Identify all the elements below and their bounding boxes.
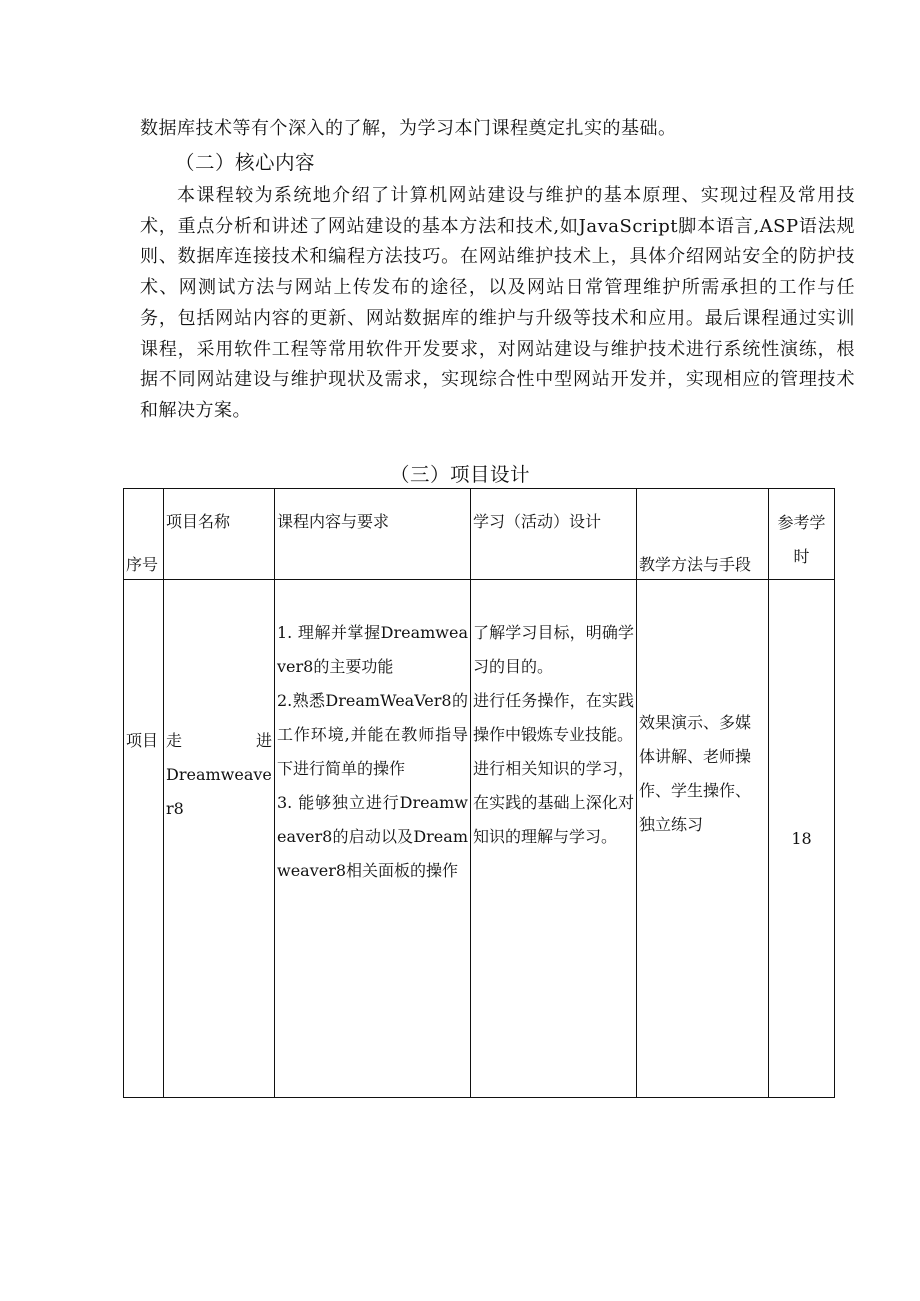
intro-continuation: 数据库技术等有个深入的了解，为学习本门课程奠定扎实的基础。 [140, 118, 677, 139]
core-content-paragraph: 本课程较为系统地介绍了计算机网站建设与维护的基本原理、实现过程及常用技术，重点分析和讲述了网站建设的基本方法和技术,如JavaScript脚本语言,ASP语法规则、数据库连接技术和编程方法技巧。在网站维护技术上，具体介绍网站安全的防护技术、网测试方法与网站上传发布的途径，以及网站日常管理维护所需承担的工作与任务，包括网站内容的更新、网站数据库的维护与升级等技术和应用。最后课程通过实训课程，采用软件工程等常用软件开发要求，对网站建设与维护技术进行系统性演练，根据不同网站建设与维护现状及需求，实现综合性中型网站开发并，实现相应的管理技术和解决方案。 [140, 185, 855, 421]
cell-line: 进行相关知识的学习，在实践的基础上深化对知识的理解与学习。 [473, 759, 634, 846]
section-heading-project-design: （三）项目设计 [389, 463, 530, 486]
project-name-part2: Dreamweaver8 [166, 765, 272, 818]
cell-line: 3. 能够独立进行Dreamweaver8的启动以及Dreamweaver8相关面板的操作 [277, 793, 468, 880]
header-teaching-method: 教学方法与手段 [637, 489, 769, 580]
table-row [124, 580, 835, 1098]
header-activity-design: 学习（活动）设计 [471, 489, 637, 580]
project-name-part1: 走进 [166, 731, 272, 750]
cell-line: 2.熟悉DreamWeaVer8的工作环境,并能在教师指导下进行简单的操作 [277, 691, 468, 778]
cell-line: 了解学习目标，明确学习的目的。 [473, 623, 634, 676]
cell-line: 1. 理解并掌握Dreamweaver8的主要功能 [277, 623, 468, 676]
header-course-content: 课程内容与要求 [275, 489, 471, 580]
course-content-text [277, 616, 468, 888]
cell-reference-hours: 18 [769, 580, 835, 1098]
cell-course-content [275, 580, 471, 1098]
cell-index: 项目 [124, 580, 164, 1098]
section-heading-core-content: （二）核心内容 [175, 151, 316, 174]
header-reference-hours: 参考学时 [769, 489, 835, 580]
header-index: 序号 [124, 489, 164, 580]
cell-teaching-method: 效果演示、多媒体讲解、老师操作、学生操作、独立练习 [637, 580, 769, 1098]
cell-project-name [164, 580, 275, 1098]
header-project-name: 项目名称 [164, 489, 275, 580]
activity-design-text [473, 616, 634, 854]
cell-line: 进行任务操作，在实践操作中锻炼专业技能。 [473, 691, 634, 744]
cell-activity-design [471, 580, 637, 1098]
table-header-row [124, 489, 835, 580]
project-design-table [123, 488, 835, 1098]
